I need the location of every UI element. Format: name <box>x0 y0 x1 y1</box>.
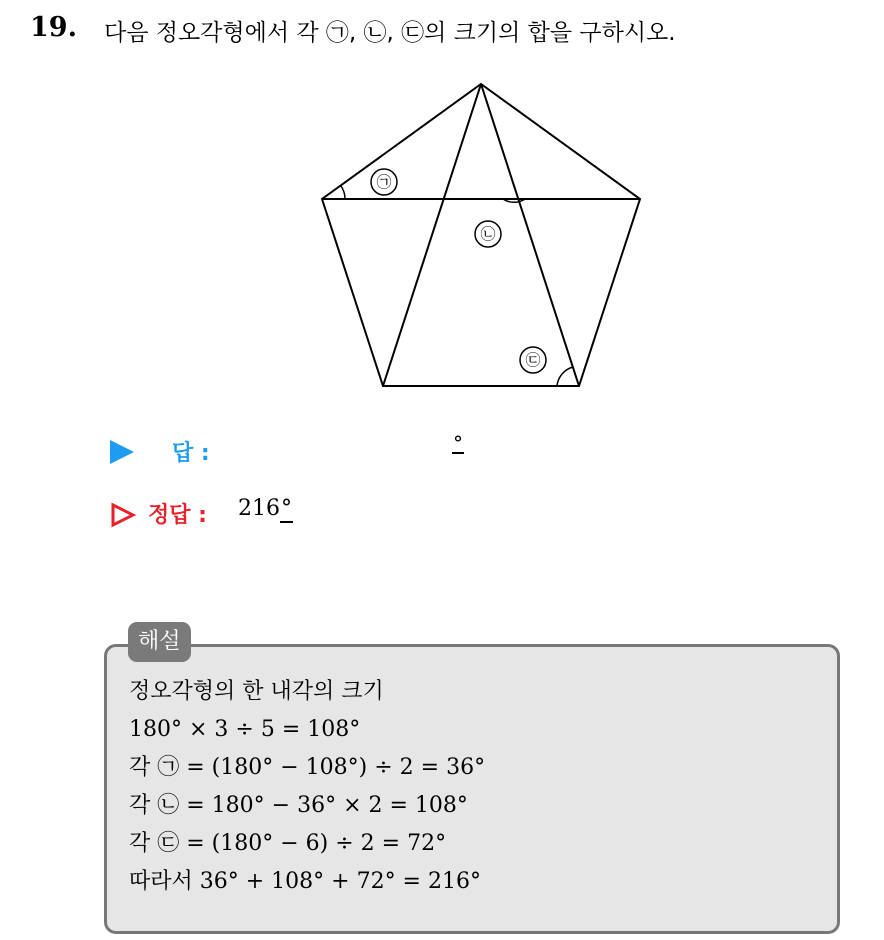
solution-line: 각 ㉡ = 180° − 36° × 2 = 108° <box>129 793 468 818</box>
diagonal-left <box>383 84 481 386</box>
solution-lines <box>129 673 485 901</box>
answer-unit: ° <box>453 431 463 455</box>
correct-label: 정답 : <box>148 503 207 528</box>
solution-line: 180° × 3 ÷ 5 = 108° <box>129 717 361 742</box>
correct-unit: ° <box>281 496 292 521</box>
angle-label-2 <box>475 221 501 247</box>
angle-label-3-text: ㉢ <box>525 351 541 369</box>
pentagon-figure <box>300 70 660 400</box>
solution-line: 정오각형의 한 내각의 크기 <box>129 679 384 704</box>
angle-arc-3 <box>557 367 573 386</box>
correct-answer-row <box>110 496 292 528</box>
angle-label-1 <box>371 169 397 195</box>
diagonal-right <box>481 84 579 386</box>
angle-label-2-text: ㉡ <box>480 225 496 243</box>
angle-label-1-text: ㉠ <box>376 173 392 191</box>
solution-line: 따라서 36° + 108° + 72° = 216° <box>129 869 481 894</box>
solution-box <box>104 644 840 934</box>
correct-value: 216 <box>238 496 280 521</box>
answer-row <box>110 431 463 466</box>
angle-label-3 <box>520 347 546 373</box>
correct-marker-icon <box>110 502 136 528</box>
solution-line: 각 ㉢ = (180° − 6) ÷ 2 = 72° <box>129 831 447 856</box>
answer-label: 답 : <box>172 441 210 466</box>
solution-tag: 해설 <box>128 622 191 662</box>
angle-arc-1 <box>341 186 345 199</box>
question-text: 다음 정오각형에서 각 ㉠, ㉡, ㉢의 크기의 합을 구하시오. <box>104 20 676 46</box>
answer-marker-icon <box>110 440 134 464</box>
solution-line: 각 ㉠ = (180° − 108°) ÷ 2 = 36° <box>129 755 486 780</box>
correct-value-group <box>238 496 293 521</box>
question-number: 19. <box>30 12 77 43</box>
